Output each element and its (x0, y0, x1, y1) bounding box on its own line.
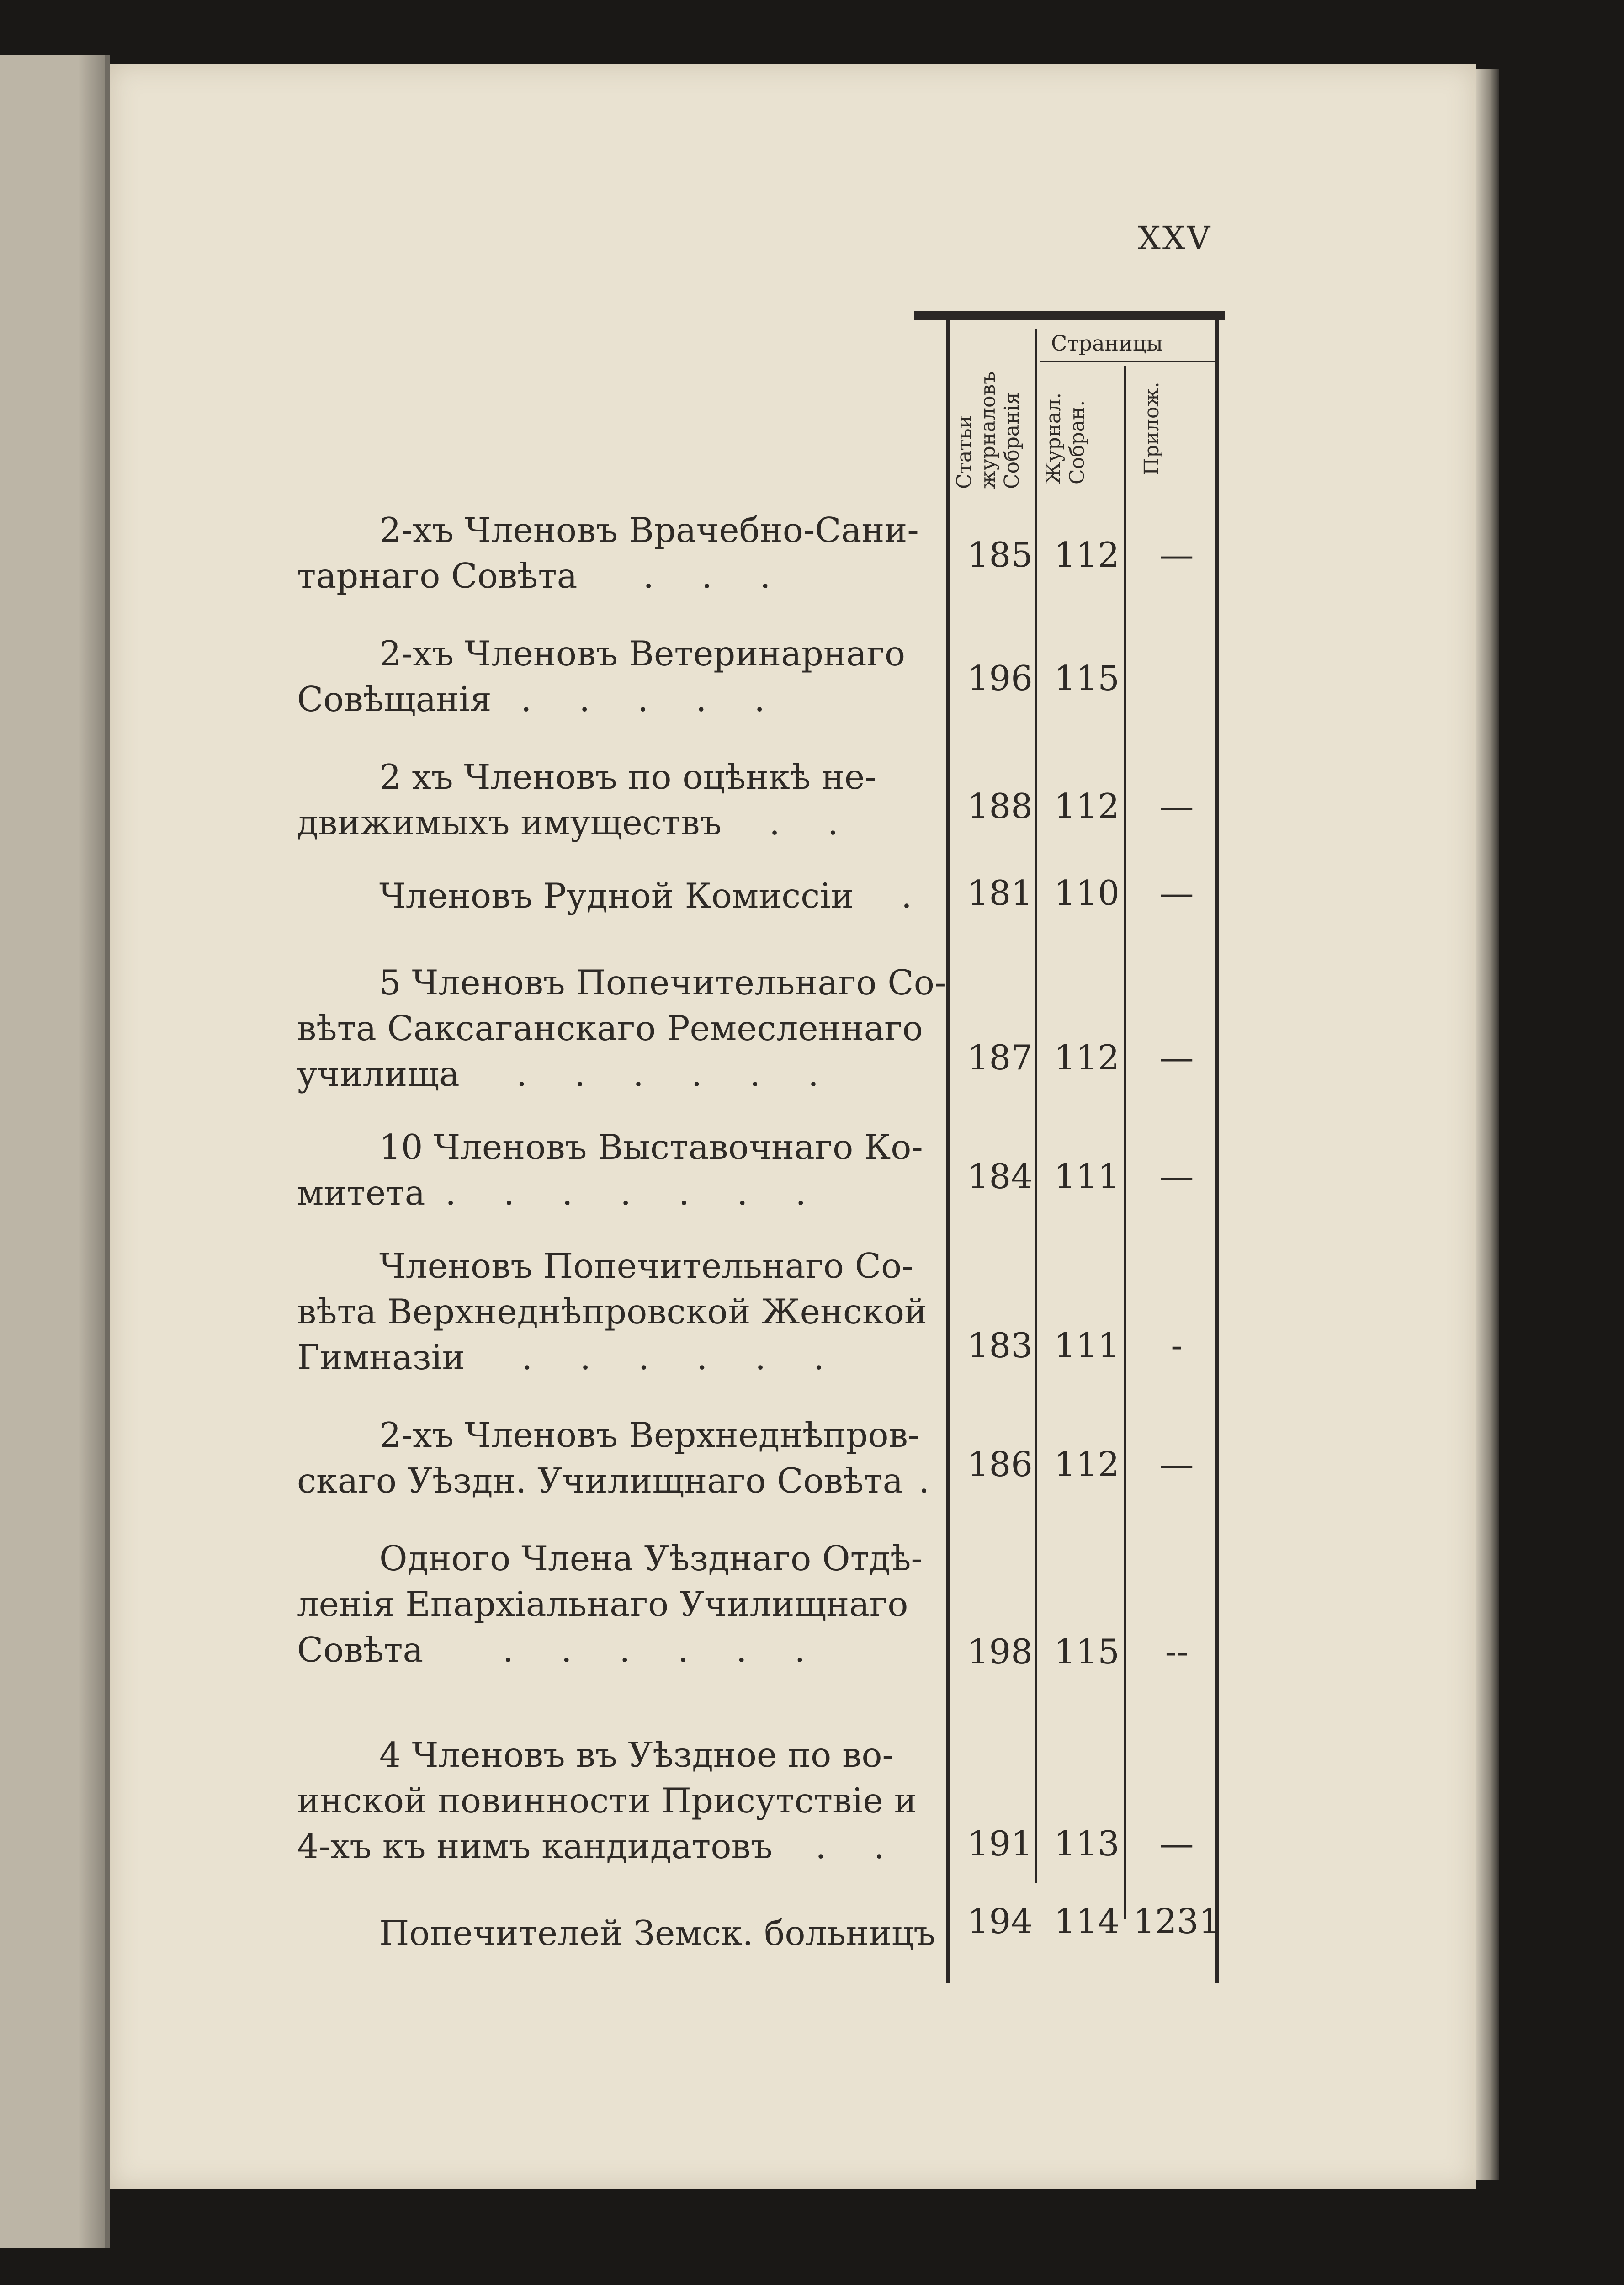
leader-dots: . . (815, 1826, 903, 1866)
list-item (297, 1732, 928, 1869)
entry-line (297, 1627, 928, 1673)
header-articles (953, 372, 1024, 489)
column-rule-right (1124, 366, 1126, 1919)
article-number: 181 (967, 873, 1033, 913)
header-journal (1042, 393, 1089, 484)
list-item (297, 873, 928, 919)
entry-line (297, 800, 928, 845)
list-item (297, 960, 946, 1097)
list-item (297, 507, 928, 599)
leader-dots: . . . . . . (516, 1054, 837, 1094)
header-articles-line-3: Собранія (1000, 392, 1024, 489)
entry-line: 5 Членовъ Попечительнаго Со- (379, 962, 946, 1003)
journal-page: 111 (1054, 1156, 1120, 1196)
appendix-page: — (1159, 1444, 1194, 1484)
group-header-rule (1040, 361, 1215, 362)
journal-page: 114 (1054, 1901, 1120, 1941)
entry-line: 2-хъ Членовъ Верхнеднѣпров- (379, 1415, 920, 1455)
entry-line (297, 553, 928, 599)
article-number: 198 (967, 1631, 1033, 1672)
entry-line-text: Гимназіи (297, 1337, 465, 1377)
entry-line: 2-хъ Членовъ Ветеринарнаго (379, 633, 906, 674)
entry-line: инской повинности Присутствіе и (297, 1780, 917, 1821)
entry-line: 2 хъ Членовъ по оцѣнкѣ не- (379, 757, 876, 797)
article-number: 187 (967, 1037, 1033, 1078)
appendix-page: — (1159, 873, 1194, 913)
entry-line: вѣта Саксаганскаго Ремесленнаго (297, 1008, 923, 1048)
article-number: 188 (967, 786, 1033, 826)
appendix-page: -- (1165, 1631, 1189, 1672)
leader-dots: . . . (643, 556, 789, 596)
column-rule-middle (1035, 329, 1037, 1883)
entry-line-text: митета (297, 1173, 425, 1213)
journal-page: 115 (1054, 1631, 1120, 1672)
appendix-page: — (1159, 786, 1194, 826)
header-journal-line-2: Собран. (1066, 400, 1089, 484)
header-pages-group: Страницы (1051, 331, 1163, 356)
entry-line: Одного Члена Уѣзднаго Отдѣ- (379, 1538, 923, 1578)
entry-line (297, 1458, 948, 1504)
column-rule-left (946, 320, 950, 1983)
entry-line (297, 1051, 928, 1097)
entry-line-text: 4-хъ къ нимъ кандидатовъ (297, 1826, 773, 1866)
article-number: 186 (967, 1444, 1033, 1484)
journal-page: 112 (1054, 1037, 1120, 1078)
entry-line (297, 676, 928, 722)
journal-page: 112 (1054, 535, 1120, 575)
entry-line: ленія Епархіальнаго Училищнаго (297, 1584, 908, 1624)
appendix-page: — (1159, 535, 1194, 575)
header-appendix: Прилож. (1140, 382, 1163, 475)
leader-dots: . . . . . . (521, 1337, 843, 1377)
entry-line: 4 Членовъ въ Уѣздное по во- (379, 1735, 894, 1775)
entry-line-text: Совѣщанія (297, 679, 492, 719)
journal-page: 112 (1054, 786, 1120, 826)
entry-line: 10 Членовъ Выставочнаго Ко- (379, 1127, 923, 1167)
appendix-page: — (1159, 1823, 1194, 1864)
header-articles-line-2: журналовъ (977, 371, 1000, 489)
entry-line: вѣта Верхнеднѣпровской Женской (297, 1291, 927, 1332)
journal-page: 113 (1054, 1823, 1120, 1864)
entry-line-text: Членовъ Рудной Комиссіи (379, 876, 854, 916)
entry-line-text: Совѣта (297, 1630, 424, 1670)
appendix-page: — (1159, 1156, 1194, 1196)
leader-dots: . . (769, 802, 857, 843)
appendix-page: 1231 (1133, 1901, 1221, 1941)
leader-dots: . (918, 1461, 948, 1501)
page-number: XXV (1138, 219, 1212, 257)
article-number: 184 (967, 1156, 1033, 1196)
leader-dots: . . . . . . (503, 1630, 824, 1670)
journal-page: 111 (1054, 1325, 1120, 1366)
journal-page: 112 (1054, 1444, 1120, 1484)
list-item (297, 754, 928, 845)
leader-dots: . (901, 876, 930, 916)
entry-line-text: тарнаго Совѣта (297, 556, 578, 596)
leader-dots: . . . . . . . (445, 1173, 825, 1213)
list-item (297, 1243, 928, 1380)
article-number: 185 (967, 535, 1033, 575)
appendix-page: — (1159, 1037, 1194, 1078)
list-item (297, 1412, 948, 1504)
entry-line: 2-хъ Членовъ Врачебно-Сани- (379, 510, 919, 550)
entry-line (297, 1823, 928, 1869)
entry-line-text: училища (297, 1054, 460, 1094)
journal-page: 110 (1054, 873, 1120, 913)
appendix-page: - (1171, 1325, 1183, 1366)
journal-page: 115 (1054, 658, 1120, 698)
list-item (297, 1124, 928, 1216)
page-stack-edge (1476, 69, 1499, 2180)
header-articles-line-1: Статьи (953, 415, 976, 489)
entry-line: Членовъ Попечительнаго Со- (379, 1246, 913, 1286)
list-item (297, 1536, 928, 1673)
header-journal-line-1: Журнал. (1042, 393, 1065, 484)
article-number: 191 (967, 1823, 1033, 1864)
left-page-edge (0, 55, 110, 2248)
entry-line (297, 1170, 928, 1216)
list-item (297, 631, 928, 722)
article-number: 196 (967, 658, 1033, 698)
entry-line-text: движимыхъ имуществъ (297, 802, 722, 843)
entry-line: Попечителей Земск. больницъ (379, 1913, 935, 1953)
header-top-rule (914, 311, 1225, 320)
article-number: 183 (967, 1325, 1033, 1366)
article-number: 194 (967, 1901, 1033, 1941)
leader-dots: . . . . . (520, 679, 784, 719)
entry-line-text: скаго Уѣздн. Училищнаго Совѣта (297, 1461, 903, 1501)
list-item (297, 1910, 935, 1956)
entry-line (297, 873, 928, 919)
entry-line (297, 1334, 928, 1380)
